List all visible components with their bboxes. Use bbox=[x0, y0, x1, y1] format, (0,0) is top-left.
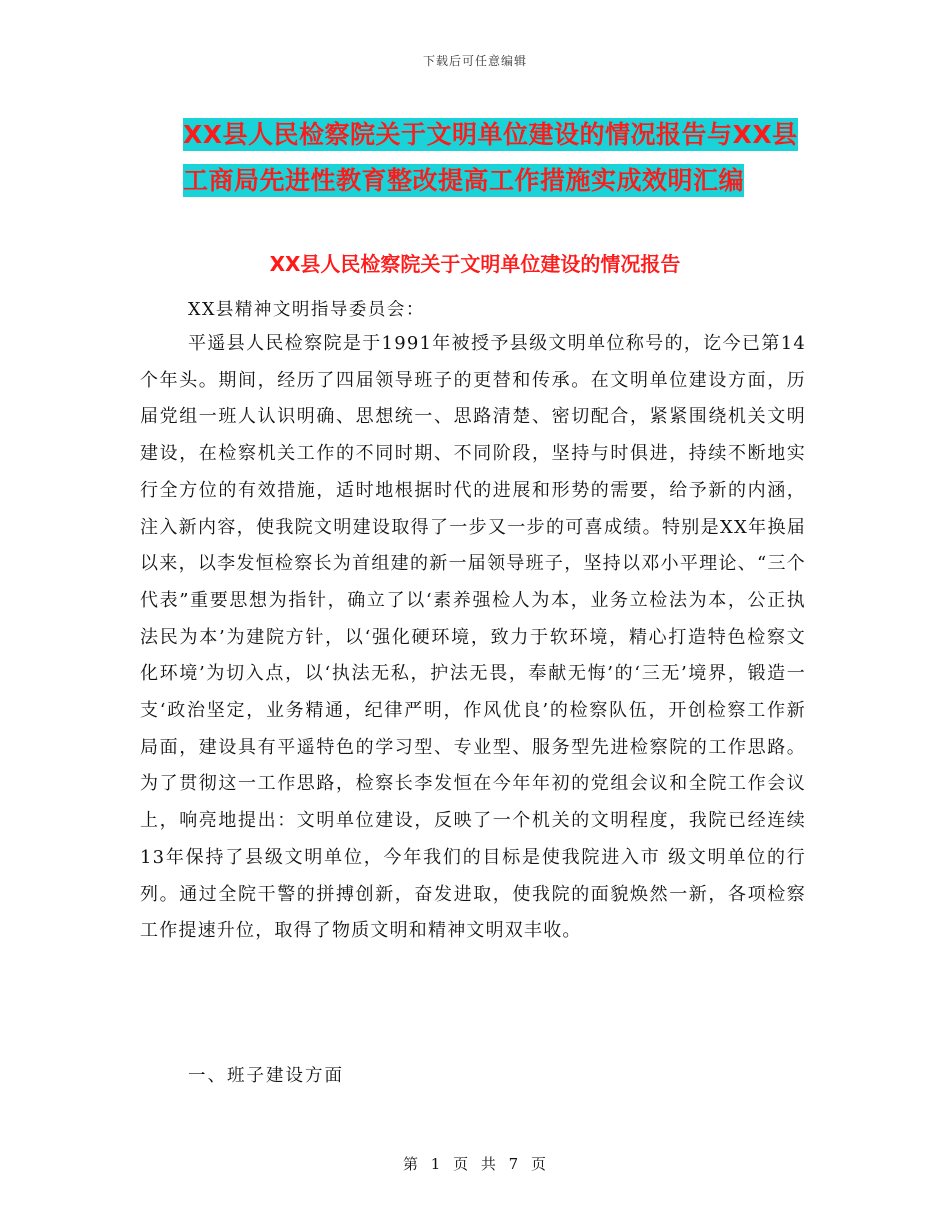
salutation: XX县精神文明指导委员会： bbox=[188, 300, 425, 320]
section-title: XX县人民检察院关于文明单位建设的情况报告 bbox=[269, 252, 681, 276]
document-main-title bbox=[183, 112, 813, 204]
main-title-text: XX县人民检察院关于文明单位建设的情况报告与XX县工商局先进性教育整改提高工作措施实成效明汇编 bbox=[183, 120, 798, 195]
page-footer: 第 1 页 共 7 页 bbox=[403, 1155, 547, 1173]
header-note: 下载后可任意编辑 bbox=[422, 54, 527, 68]
body-paragraph: 平遥县人民检察院是于1991年被授予县级文明单位称号的，讫今已第14个年头。期间，经历了四届领导班子的更替和传承。在文明单位建设方面，历届党组一班人认识明确、思想统一、思路清楚、密切配合，紧紧围绕机关文明建设，在检察机关工作的不同时期、不同阶段，坚持与时俱进，持续不断地实行全方位的有效措施，适时地根据时代的进展和形势的需要，给予新的内涵，注入新内容，使我院文明建设取得了一步又一步的可喜成绩。特别是XX年换届以来，以李发恒检察长为首组建的新一届领导班子，坚持以邓小平理论、“三个代表”重要思想为指针，确立了以‘素养强检人为本，业务立检法为本，公正执法民为本’为建院方针，以‘强化硬环境，致力于软环境，精心打造特色检察文化环境’为切入点，以‘执法无私，护法无畏，奉献无悔’的‘三无’境界，锻造一支‘政治坚定，业务精通，纪律严明，作风优良’的检察队伍，开创检察工作新局面，建设具有平遥特色的学习型、专业型、服务型先进检察院的工作思路。为了贯彻这一工作思路，检察长李发恒在今年年初的党组会议和全院工作会议上，响亮地提出：文明单位建设，反映了一个机关的文明程度，我院已经连续13年保持了县级文明单位，今年我们的目标是使我院进入市 级文明单位的行列。通过全院干警的拼搏创新，奋发进取，使我院的面貌焕然一新，各项检察工作提速升位，取得了物质文明和精神文明双丰收。 bbox=[140, 333, 806, 942]
subheading: 一、班子建设方面 bbox=[188, 1066, 344, 1086]
